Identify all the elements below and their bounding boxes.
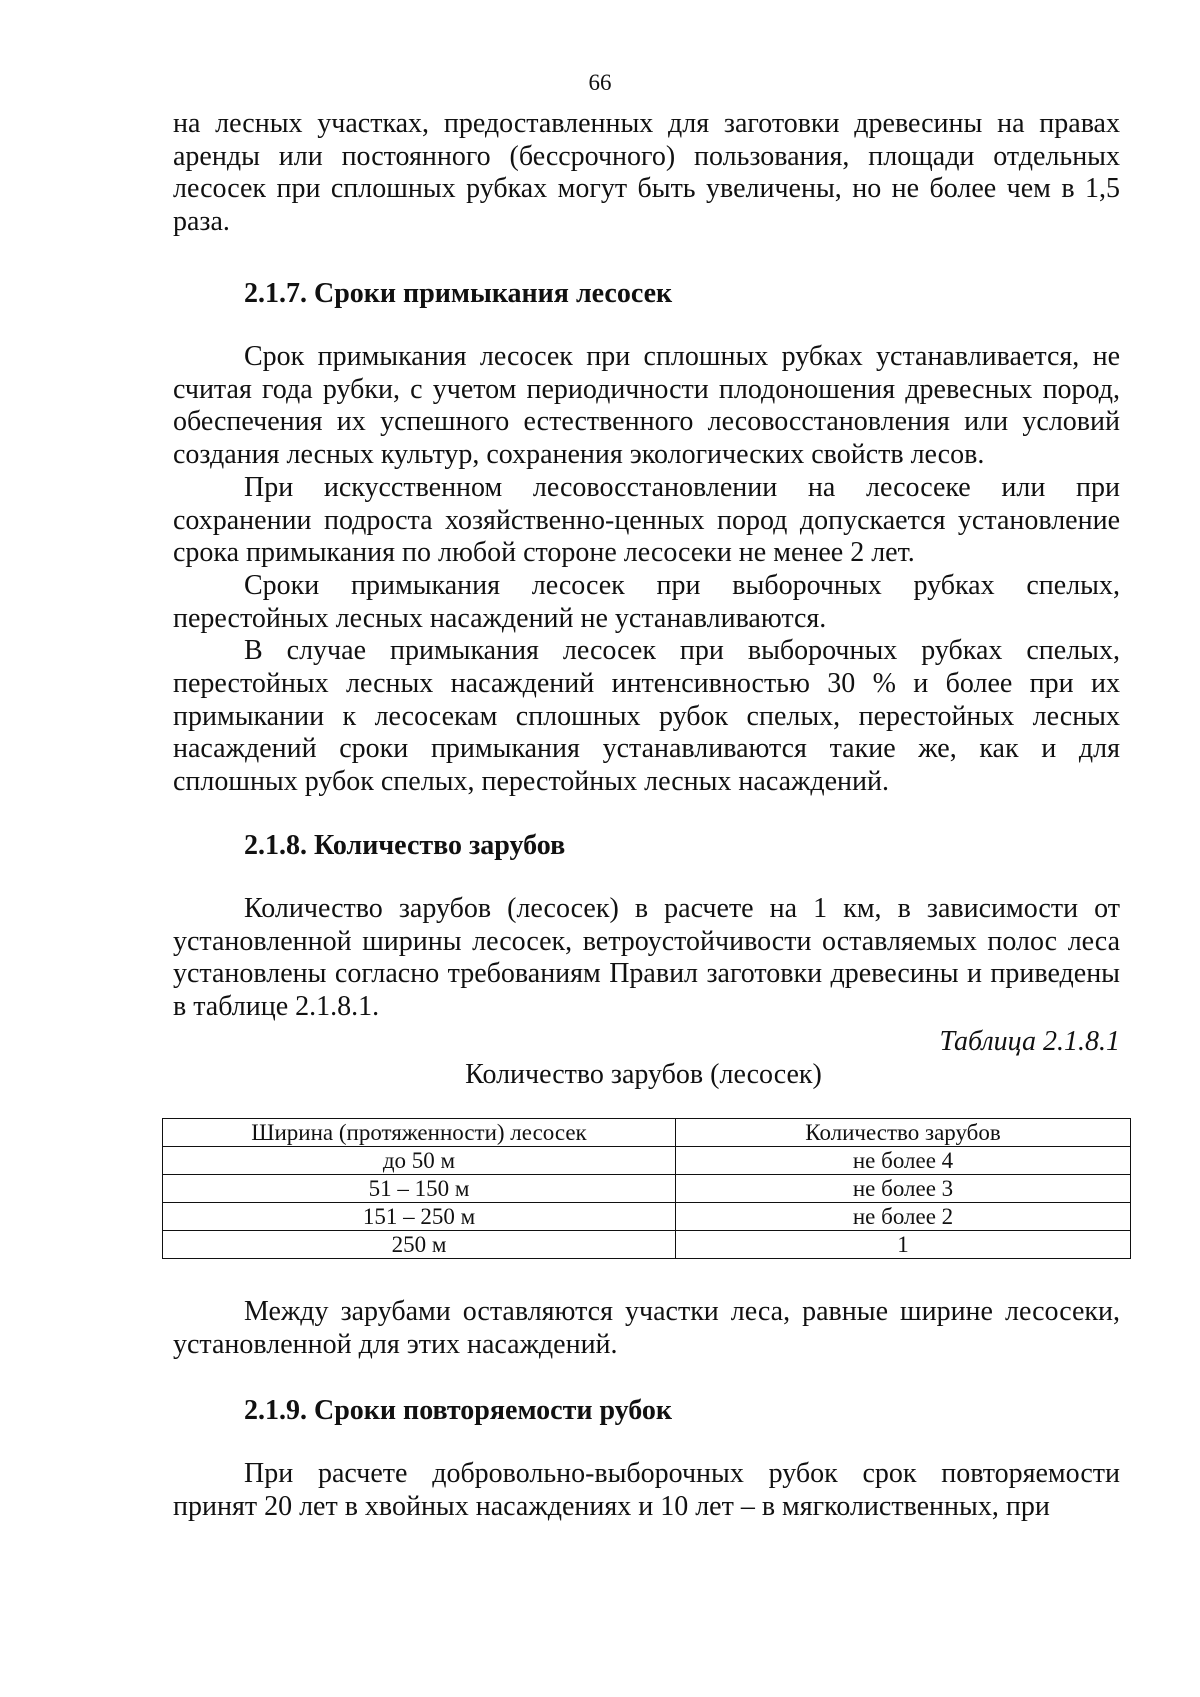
table-cell: 250 м [163,1231,676,1259]
table-cell: 51 – 150 м [163,1175,676,1203]
table-header-row [163,1119,1131,1147]
table-row [163,1203,1131,1231]
intro-paragraph: на лесных участках, предоставленных для заготовки древесины на правах аренды или постоянного (бессрочного) пользования, площади отдельных лесосек при сплошных рубках могут быть увеличены, но не более чем в 1,5 раза. [173,108,1120,238]
table-cell: 1 [676,1231,1131,1259]
table-row [163,1175,1131,1203]
paragraph: Количество зарубов (лесосек) в расчете на 1 км, в зависимости от установленной ширины лесосек, ветроустойчивости оставляемых полос леса установлены согласно требованиям Правил заготовки древесины и приведены в таблице 2.1.8.1. [173,893,1120,1023]
section-2-1-9-body [173,1458,1120,1523]
table-cell: до 50 м [163,1147,676,1175]
table-row [163,1231,1131,1259]
paragraph: В случае примыкания лесосек при выборочных рубках спелых, перестойных лесных насаждений интенсивностью 30 % и более при их примыкании к лесосекам сплошных рубок спелых, перестойных лесных насаждений сроки примыкания устанавливаются такие же, как и для сплошных рубок спелых, перестойных лесных насаждений. [173,635,1120,798]
intro-paragraph-block [173,108,1120,239]
paragraph: Между зарубами оставляются участки леса, равные ширине лесосеки, установленной для этих насаждений. [173,1296,1120,1360]
column-header-count: Количество зарубов [676,1119,1131,1147]
section-2-1-8-body [173,893,1120,1024]
table-title: Количество зарубов (лесосек) [465,1059,822,1090]
table-cell: 151 – 250 м [163,1203,676,1231]
section-heading-2-1-9: 2.1.9. Сроки повторяемости рубок [244,1395,673,1426]
table-cell: не более 3 [676,1175,1131,1203]
section-heading-2-1-7: 2.1.7. Сроки примыкания лесосек [244,278,673,309]
table-cell: не более 2 [676,1203,1131,1231]
column-header-width: Ширина (протяженности) лесосек [163,1119,676,1147]
paragraph: При расчете добровольно-выборочных рубок срок повторяемости принят 20 лет в хвойных насаждениях и 10 лет – в мягколиственных, при [173,1458,1120,1522]
section-2-1-7-body [173,341,1120,799]
table-label: Таблица 2.1.8.1 [939,1026,1120,1057]
cuttings-table [162,1118,1131,1259]
paragraph: При искусственном лесовосстановлении на лесосеке или при сохранении подроста хозяйственно-ценных пород допускается установление срока примыкания по любой стороне лесосеки не менее 2 лет. [173,471,1120,569]
section-heading-2-1-8: 2.1.8. Количество зарубов [244,830,566,861]
after-table-block [173,1296,1120,1361]
paragraph: Срок примыкания лесосек при сплошных рубках устанавливается, не считая года рубки, с учетом периодичности плодоношения древесных пород, обеспечения их успешного естественного лесовосстановления или условий создания лесных культур, сохранения экологических свойств лесов. [173,341,1120,471]
paragraph: Сроки примыкания лесосек при выборочных рубках спелых, перестойных лесных насаждений не устанавливаются. [173,569,1120,634]
table-cell: не более 4 [676,1147,1131,1175]
table-row [163,1147,1131,1175]
page-number: 66 [588,70,612,95]
